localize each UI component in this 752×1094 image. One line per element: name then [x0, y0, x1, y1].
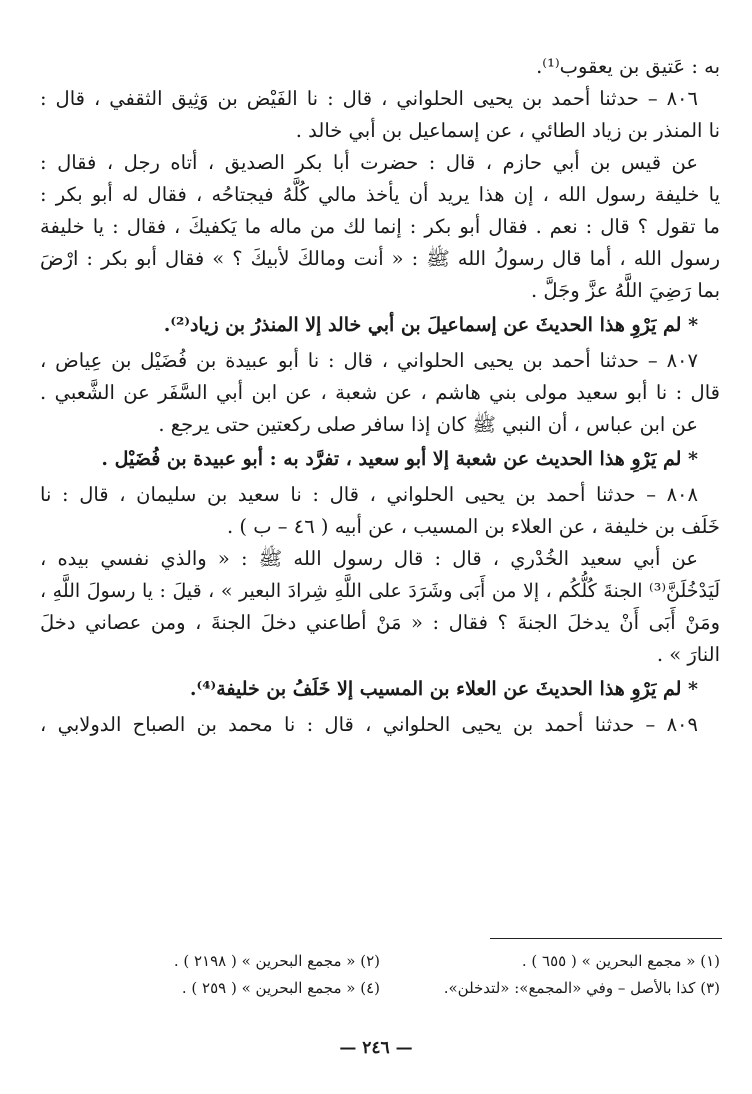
narration-note-1: * لم يَرْوِ هذا الحديثَ عن إسماعيلَ بن أبي خالد إلا المنذرُ بن زياد⁽²⁾.	[163, 314, 698, 336]
text-line: رسول الله ، أما قال رسولُ الله ﷺ : « أنت ومالكَ لأبيكَ ؟ » فقال أبو بكر : ارْضَ	[40, 247, 720, 270]
narration-note-3: * لم يَرْوِ هذا الحديثَ عن العلاء بن المسيب إلا خَلَفُ بن خليفة⁽⁴⁾.	[189, 678, 698, 700]
text-line: لَيَدْخُلَنَّ⁽³⁾ الجنةَ كُلُّكُم ، إلا من أَبَى وشَرَدَ على اللَّهِ شِرادَ البعير » ، قيلَ : يا رسولَ اللَّهِ ،	[40, 580, 720, 602]
text-line: يا خليفة رسول الله ، إن هذا يريد أن يأخذ مالي كُلَّهُ فيجتاحُه ، فقال له أبو بكر :	[40, 183, 720, 206]
page-number: — ٢٤٦ —	[339, 1038, 413, 1058]
text-line: عن قيس بن أبي حازم ، قال : حضرت أبا بكر الصديق ، أتاه رجل ، فقال :	[40, 151, 698, 174]
page-body	[40, 52, 720, 742]
footnote-4: (٤) « مجمع البحرين » ( ٢٥٩ ) .	[181, 979, 380, 997]
hadith-807-start: ٨٠٧ – حدثنا أحمد بن يحيى الحلواني ، قال : نا أبو عبيدة بن فُضَيْل بن عِياض ،	[40, 349, 698, 372]
text-line: خَلَف بن خليفة ، عن العلاء بن المسيب ، عن أبيه ( ٤٦ – ب ) .	[227, 515, 720, 538]
text-line: عن ابن عباس ، أن النبي ﷺ كان إذا سافر صلى ركعتين حتى يرجع .	[158, 413, 698, 436]
text-line: عن أبي سعيد الخُدْري ، قال : قال رسول الله ﷺ : « والذي نفسي بيده ،	[40, 547, 698, 570]
text-line: قال : نا أبو سعيد مولى بني هاشم ، عن شعبة ، عن ابن أبي السَّفَر عن الشَّعبي .	[40, 381, 720, 404]
footnote-divider	[490, 938, 722, 939]
hadith-806-start: ٨٠٦ – حدثنا أحمد بن يحيى الحلواني ، قال : نا الفَيْض بن وَثِيق الثقفي ، قال :	[40, 87, 698, 110]
text-line: نا المنذر بن زياد الطائي ، عن إسماعيل بن أبي خالد .	[295, 119, 720, 142]
footnote-row	[40, 975, 720, 1002]
footnotes	[40, 948, 720, 1002]
footnote-1: (١) « مجمع البحرين » ( ٦٥٥ ) .	[521, 952, 720, 970]
text-line: ومَنْ أَبَى أَنْ يدخلَ الجنةَ ؟ فقال : « مَنْ أطاعني دخلَ الجنةَ ، ومن عصاني دخلَ	[40, 611, 720, 634]
text-line: ما تقول ؟ قال : نعم . فقال أبو بكر : إنما لك من ماله ما يَكفيكَ ، فقال : يا خليفة	[40, 215, 720, 238]
footnote-2: (٢) « مجمع البحرين » ( ٢١٩٨ ) .	[173, 952, 380, 970]
hadith-808-start: ٨٠٨ – حدثنا أحمد بن يحيى الحلواني ، قال : نا سعيد بن سليمان ، قال : نا	[40, 483, 698, 506]
text-line: النارَ » .	[656, 643, 720, 666]
footnote-row	[40, 948, 720, 975]
text-line: بما رَضِيَ اللَّهُ عزَّ وجَلَّ .	[531, 279, 720, 302]
narration-note-2: * لم يَرْوِ هذا الحديث عن شعبة إلا أبو سعيد ، تفرَّد به : أبو عبيدة بن فُضَيْل .	[101, 448, 698, 470]
hadith-809-start: ٨٠٩ – حدثنا أحمد بن يحيى الحلواني ، قال : نا محمد بن الصباح الدولابي ،	[40, 713, 698, 736]
footnote-3: (٣) كذا بالأصل – وفي «المجمع»: «لتدخلن».	[443, 979, 720, 997]
text-line: به : عَتيق بن يعقوب⁽¹⁾.	[536, 55, 720, 78]
